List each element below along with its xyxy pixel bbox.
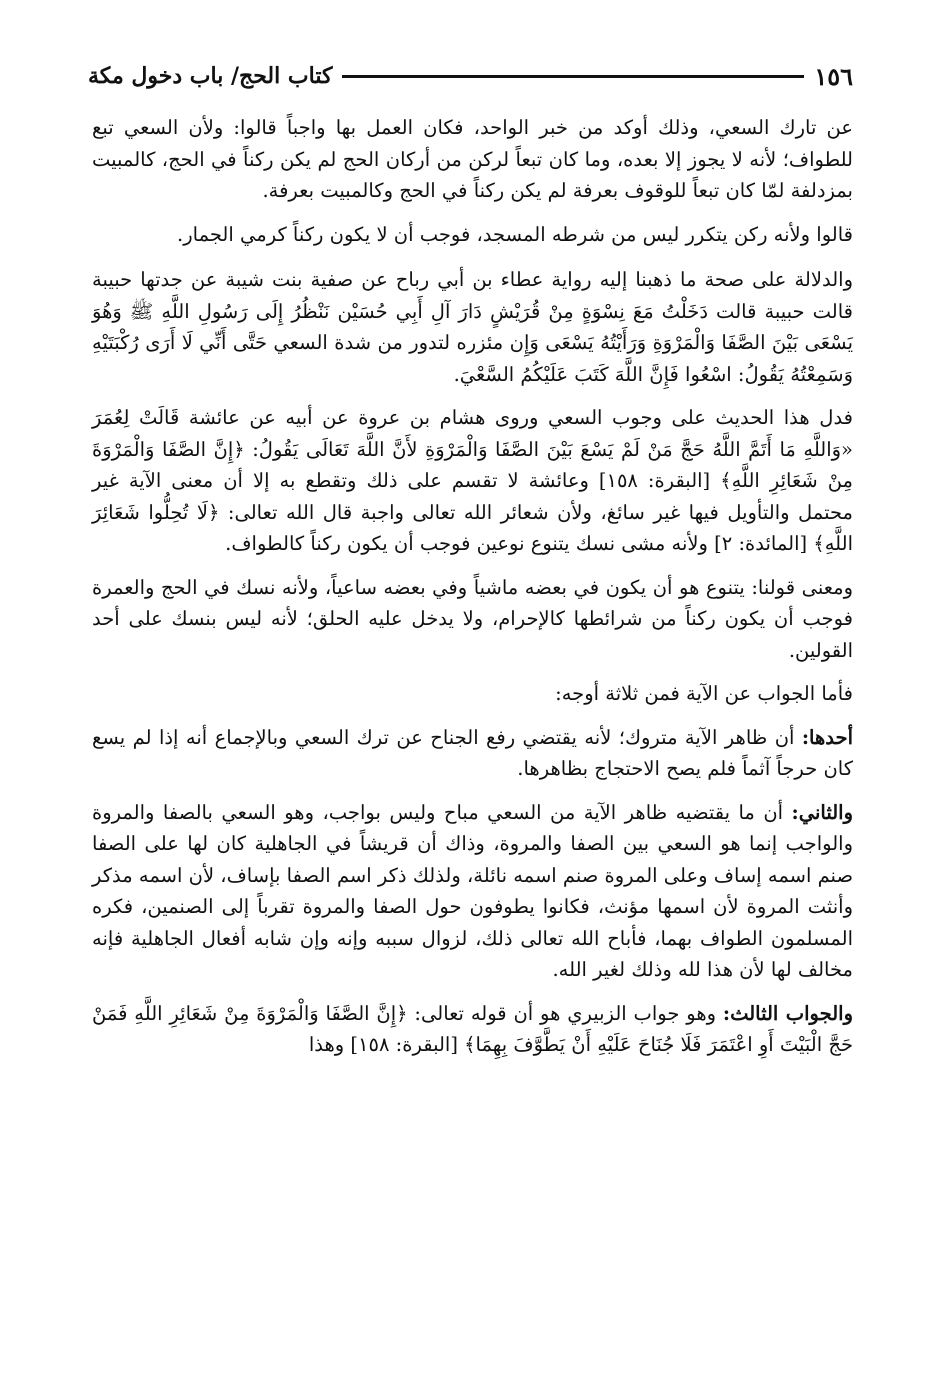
paragraph-lead: أحدها: (801, 725, 853, 749)
paragraph (92, 722, 853, 785)
paragraph (92, 678, 853, 710)
paragraph-lead: والجواب الثالث: (722, 1001, 853, 1025)
paragraph-text: فدل هذا الحديث على وجوب السعي وروى هشام بن عروة عن أبيه عن عائشة قَالَتْ لِعُمَرَ «وَاللَّهِ مَا أَتَمَّ اللَّهُ حَجَّ مَنْ لَمْ يَسْعَ بَيْنَ الصَّفَا وَالْمَرْوَةِ لأَنَّ اللَّهَ تَعَالَى يَقُولُ: ﴿إِنَّ الصَّفَا وَالْمَرْوَةَ مِنْ شَعَائِرِ اللَّهِ﴾ [البقرة: ١٥٨] وعائشة لا تقسم على ذلك وتقطع به إلا أن معنى الآية غير محتمل والتأويل فيها غير سائغ، ولأن شعائر الله تعالى واجبة قال الله تعالى: ﴿لَا تُحِلُّوا شَعَائِرَ اللَّهِ﴾ [المائدة: ٢] ولأنه مشى نسك يتنوع نوعين فوجب أن يكون ركناً كالطواف. (92, 406, 853, 555)
page-header (88, 58, 853, 94)
paragraph-text: أن ظاهر الآية متروك؛ لأنه يقتضي رفع الجناح عن ترك السعي وبالإجماع أنه إذا لم يسع كان حرجاً آثماً فلم يصح الاحتجاج بظاهرها. (92, 725, 853, 780)
paragraph (92, 797, 853, 986)
paragraph-text: عن تارك السعي، وذلك أوكد من خبر الواحد، فكان العمل بها واجباً قالوا: ولأن السعي تبع للطواف؛ لأنه لا يجوز إلا بعده، وما كان تبعاً لركن من أركان الحج لم يكن ركناً في الحج، كالمبيت بمزدلفة لمّا كان تبعاً للوقوف بعرفة لم يكن ركناً في الحج وكالمبيت بعرفة. (92, 116, 853, 202)
paragraph (92, 998, 853, 1061)
paragraph (92, 402, 853, 560)
paragraph (92, 219, 853, 251)
paragraph (92, 112, 853, 207)
page-number: ١٥٦ (814, 61, 853, 91)
paragraph-text: أن ما يقتضيه ظاهر الآية من السعي مباح وليس بواجب، وهو السعي بالصفا والمروة والواجب إنما هو السعي بين الصفا والمروة، وذاك أن قريشاً في الجاهلية كان لها على الصفا صنم اسمه إساف وعلى المروة صنم اسمه نائلة، ولذلك ذكر اسم الصفا بإساف، لأن اسمه مذكر وأنثت المروة لأن اسمها مؤنث، فكانوا يطوفون حول الصفا والمروة تقرباً إلى الصنمين، فكره المسلمون الطواف بهما، فأباح الله تعالى ذلك، لزوال سببه وإنه وإن شابه أفعال الجاهلية فإنه مخالف لها لأن هذا لله وذلك لغير الله. (92, 800, 853, 981)
paragraph-text: ومعنى قولنا: يتنوع هو أن يكون في بعضه ماشياً وفي بعضه ساعياً، ولأنه نسك في الحج والعمرة فوجب أن يكون ركناً من شرائطها كالإحرام، ولا يدخل عليه الحلق؛ لأنه ليس بنسك على أحد القولين. (92, 575, 853, 662)
paragraph-text: وهو جواب الزبيري هو أن قوله تعالى: ﴿إِنَّ الصَّفَا وَالْمَرْوَةَ مِنْ شَعَائِرِ اللَّهِ فَمَنْ حَجَّ الْبَيْتَ أَوِ اعْتَمَرَ فَلَا جُنَاحَ عَلَيْهِ أَنْ يَطَّوَّفَ بِهِمَا﴾ [البقرة: ١٥٨] وهذا (92, 1001, 853, 1056)
paragraph-lead: والثاني: (791, 800, 853, 824)
paragraph-text: قالوا ولأنه ركن يتكرر ليس من شرطه المسجد، فوجب أن لا يكون ركناً كرمي الجمار. (177, 222, 853, 246)
paragraph (92, 264, 853, 390)
paragraph-text: والدلالة على صحة ما ذهبنا إليه رواية عطاء بن أبي رباح عن صفية بنت شيبة عن جدتها حبيبة قالت حبيبة قالت دَخَلْتُ مَعَ نِسْوَةٍ مِنْ قُرَيْشٍ دَارَ آلِ أَبِي حُسَيْن نَنْظُرُ إِلَى رَسُولِ اللَّهِ ﷺ وَهُوَ يَسْعَى بَيْنَ الصَّفَا وَالْمَرْوَةِ وَرَأَيْتُهُ يَسْعَى وَإِن مئزره لتدور من شدة السعي حَتَّى أَنِّي لَا أَرَى رُكْبَتَيْهِ وَسَمِعْتُهُ يَقُولُ: اسْعُوا فَإِنَّ اللَّهَ كَتَبَ عَلَيْكُمُ السَّعْيَ. (92, 268, 853, 386)
page-body (92, 112, 853, 1073)
paragraph (92, 572, 853, 667)
paragraph-text: فأما الجواب عن الآية فمن ثلاثة أوجه: (555, 682, 853, 705)
running-title: كتاب الحج/ باب دخول مكة (88, 63, 333, 89)
header-rule (342, 75, 804, 78)
